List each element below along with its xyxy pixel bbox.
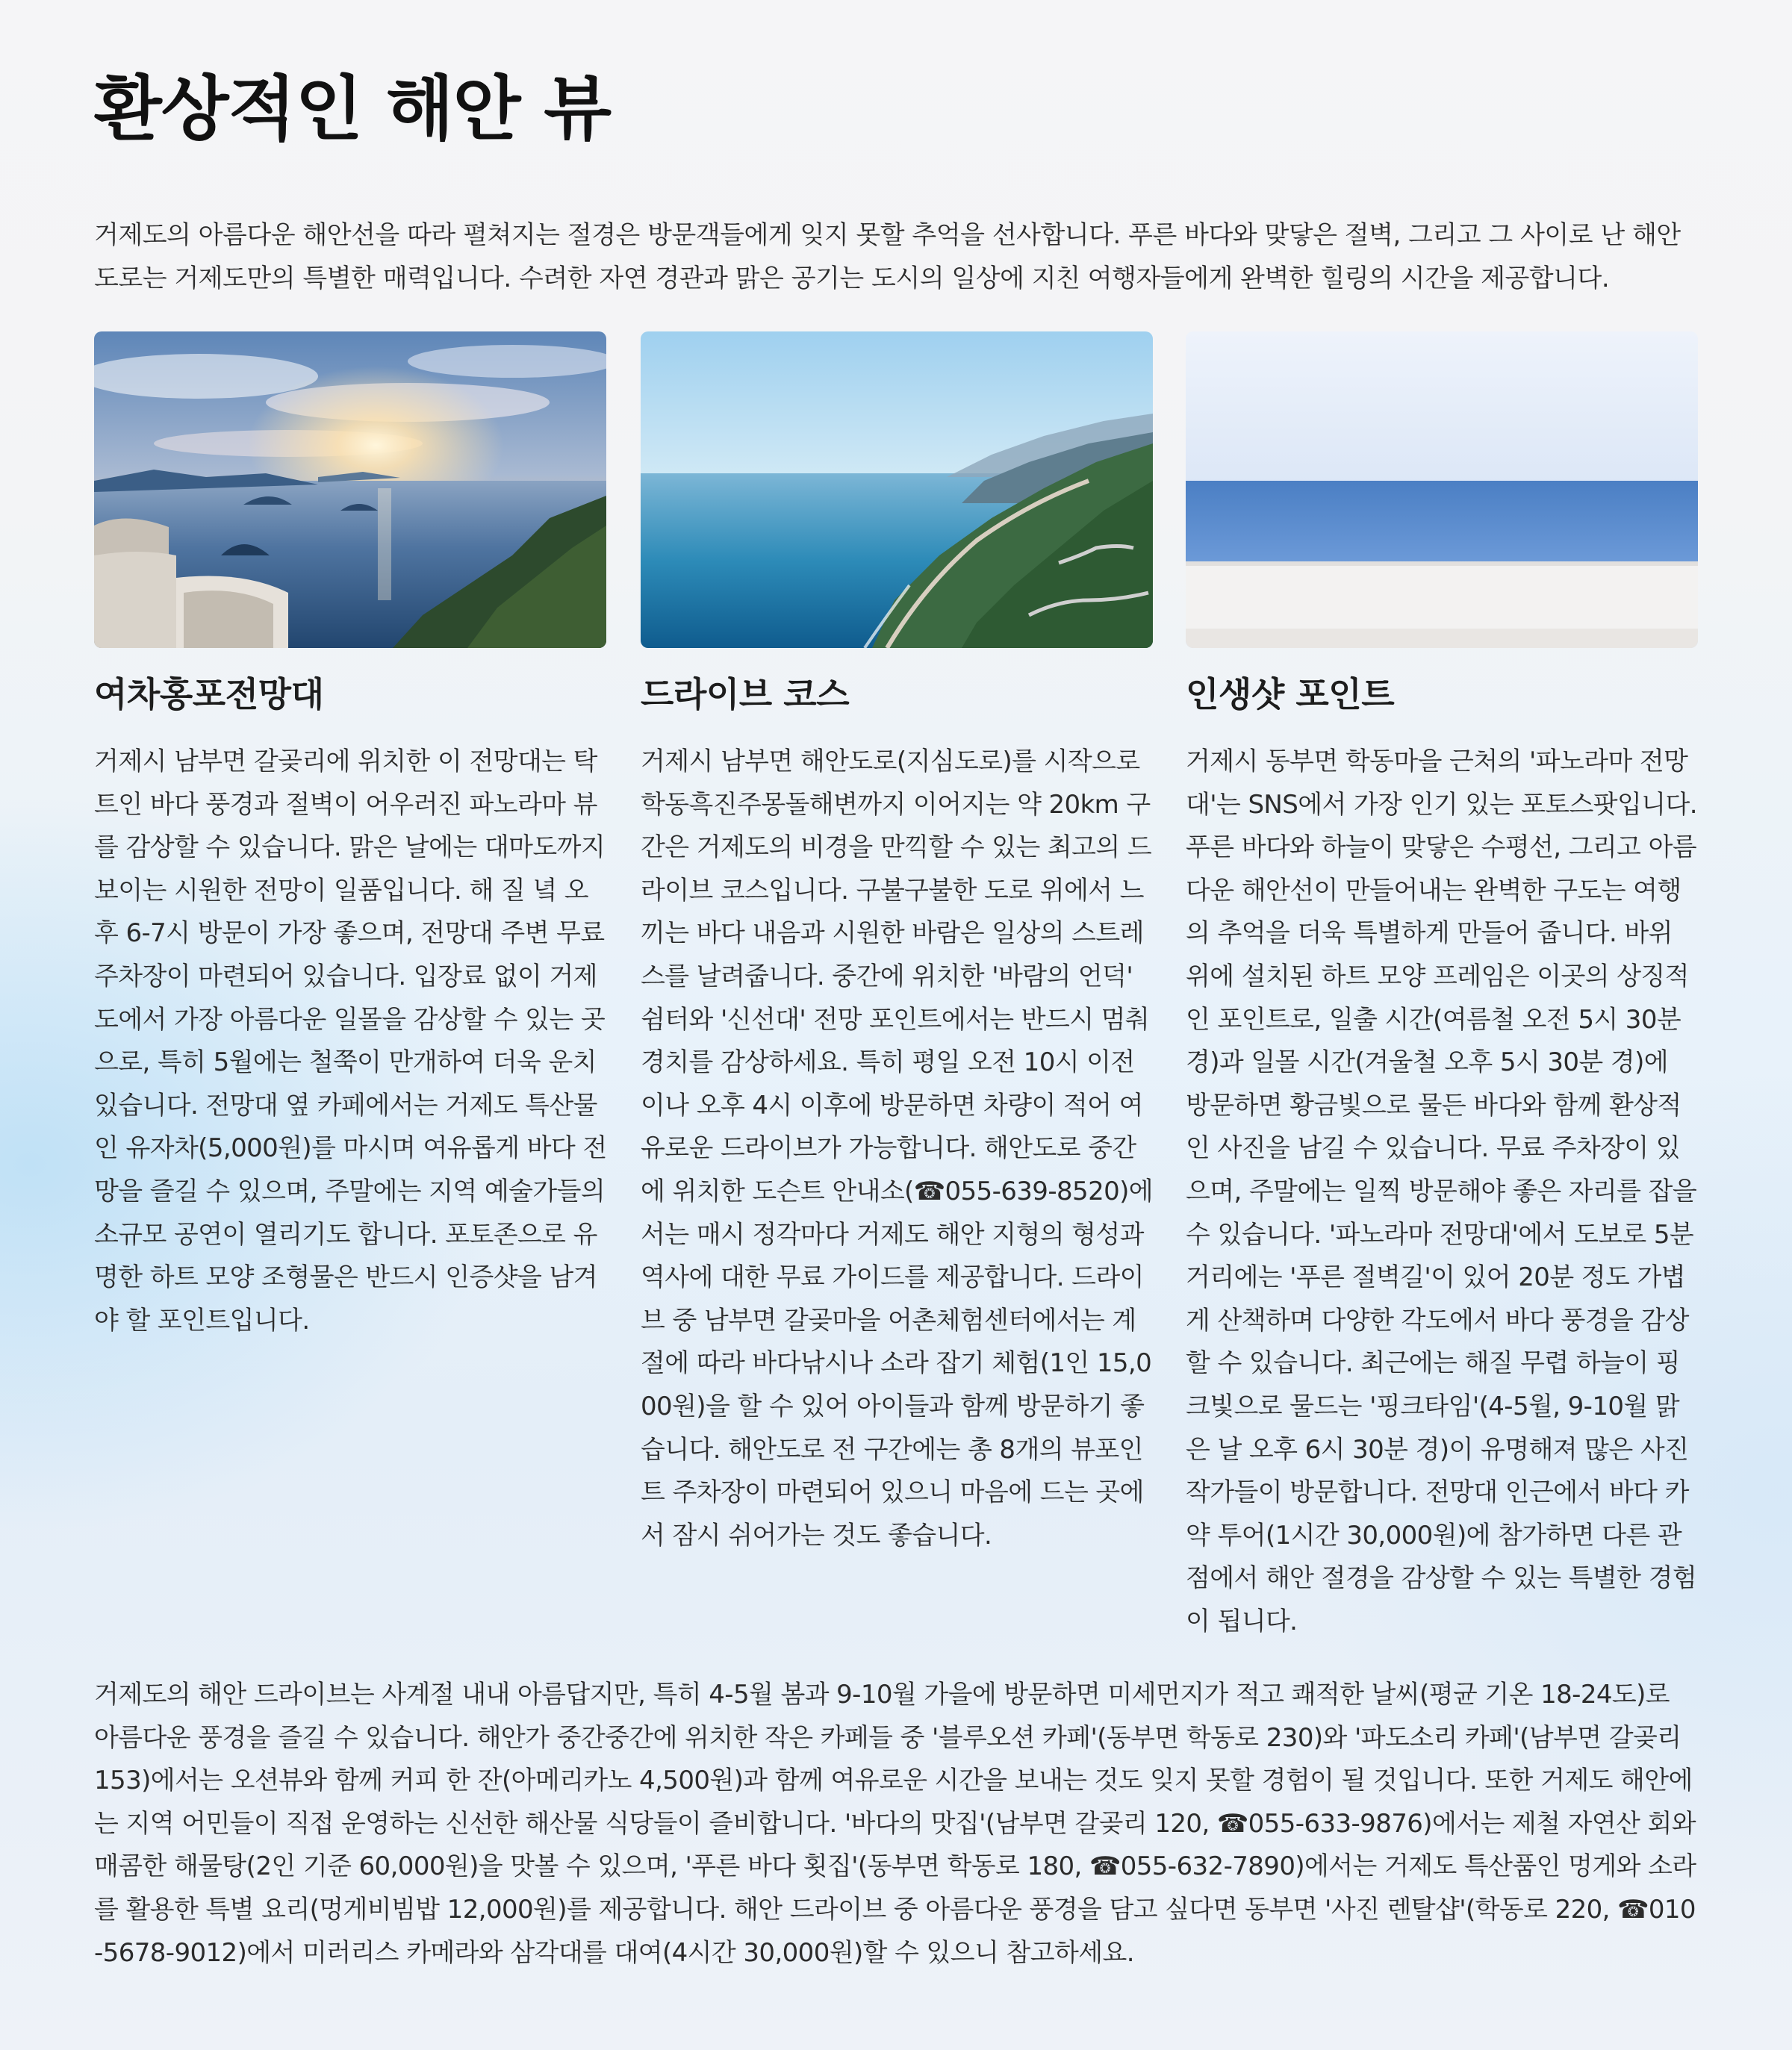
card-title: 인생샷 포인트 xyxy=(1186,674,1395,714)
ocean-horizon-terrace-photo xyxy=(1186,331,1698,648)
page-title: 환상적인 해안 뷰 xyxy=(94,69,612,150)
sunset-coastal-observatory-photo xyxy=(94,331,606,648)
card-title: 드라이브 코스 xyxy=(641,674,850,714)
card-drive-course xyxy=(641,331,1154,1551)
card-observatory xyxy=(94,331,608,1336)
closing-paragraph: 거제도의 해안 드라이브는 사계절 내내 아름답지만, 특히 4-5월 봄과 9-10월 가을에 방문하면 미세먼지가 적고 쾌적한 날씨(평균 기온 18-24도)로 아름다운 풍경을 즐길 수 있습니다. 해안가 중간중간에 위치한 작은 카페들 중 '블루오션 카페'(동부면 학동로 230)와 '파도소리 카페'(남부면 갈곶리 153)에서는 오션뷰와 함께 커피 한 잔(아메리카노 4,500원)과 함께 여유로운 시간을 보내는 것도 잊지 못할 경험이 될 것입니다. 또한 거제도 해안에는 지역 어민들이 직접 운영하는 신선한 해산물 식당들이 즐비합니다. '바다의 맛집'(남부면 갈곶리 120, ☎055-633-9876)에서는 제철 자연산 회와 매콤한 해물탕(2인 기준 60,000원)을 맛볼 수 있으며, '푸른 바다 횟집'(동부면 학동로 180, ☎055-632-7890)에서는 거제도 특산품인 멍게와 소라를 활용한 특별 요리(멍게비빔밥 12,000원)를 제공합니다. 해안 드라이브 중 아름다운 풍경을 담고 싶다면 동부면 '사진 렌탈샵'(학동로 220, ☎010-5678-9012)에서 미러리스 카메라와 삼각대를 대여(4시간 30,000원)할 수 있으니 참고하세요. xyxy=(94,1680,1696,1968)
card-photo-spot xyxy=(1186,331,1699,1636)
card-body: 거제시 남부면 해안도로(지심도로)를 시작으로 학동흑진주몽돌해변까지 이어지는 약 20km 구간은 거제도의 비경을 만끽할 수 있는 최고의 드라이브 코스입니다. 구불구불한 도로 위에서 느끼는 바다 내음과 시원한 바람은 일상의 스트레스를 날려줍니다. 중간에 위치한 '바람의 언덕' 쉼터와 '신선대' 전망 포인트에서는 반드시 멈춰 경치를 감상하세요. 특히 평일 오전 10시 이전이나 오후 4시 이후에 방문하면 차량이 적어 여유로운 드라이브가 가능합니다. 해안도로 중간에 위치한 도슨트 안내소(☎055-639-8520)에서는 매시 정각마다 거제도 해안 지형의 형성과 역사에 대한 무료 가이드를 제공합니다. 드라이브 중 남부면 갈곶마을 어촌체험센터에서는 계절에 따라 바다낚시나 소라 잡기 체험(1인 15,000원)을 할 수 있어 아이들과 함께 방문하기 좋습니다. 해안도로 전 구간에는 총 8개의 뷰포인트 주차장이 마련되어 있으니 마음에 드는 곳에서 잠시 쉬어가는 것도 좋습니다. xyxy=(641,747,1154,1551)
intro-paragraph: 거제도의 아름다운 해안선을 따라 펼쳐지는 절경은 방문객들에게 잊지 못할 추억을 선사합니다. 푸른 바다와 맞닿은 절벽, 그리고 그 사이로 난 해안도로는 거제도만의 특별한 매력입니다. 수려한 자연 경관과 맑은 공기는 도시의 일상에 지친 여행자들에게 완벽한 힐링의 시간을 제공합니다. xyxy=(94,220,1681,293)
card-title: 여차홍포전망대 xyxy=(94,674,324,714)
card-body: 거제시 동부면 학동마을 근처의 '파노라마 전망대'는 SNS에서 가장 인기 있는 포토스팟입니다. 푸른 바다와 하늘이 맞닿은 수평선, 그리고 아름다운 해안선이 만들어내는 완벽한 구도는 여행의 추억을 더욱 특별하게 만들어 줍니다. 바위 위에 설치된 하트 모양 프레임은 이곳의 상징적인 포인트로, 일출 시간(여름철 오전 5시 30분 경)과 일몰 시간(겨울철 오후 5시 30분 경)에 방문하면 황금빛으로 물든 바다와 함께 환상적인 사진을 남길 수 있습니다. 무료 주차장이 있으며, 주말에는 일찍 방문해야 좋은 자리를 잡을 수 있습니다. '파노라마 전망대'에서 도보로 5분 거리에는 '푸른 절벽길'이 있어 20분 정도 가볍게 산책하며 다양한 각도에서 바다 풍경을 감상할 수 있습니다. 최근에는 해질 무렵 하늘이 핑크빛으로 물드는 '핑크타임'(4-5월, 9-10월 맑은 날 오후 6시 30분 경)이 유명해져 많은 사진작가들이 방문합니다. 전망대 인근에서 바다 카약 투어(1시간 30,000원)에 참가하면 다른 관점에서 해안 절경을 감상할 수 있는 특별한 경험이 됩니다. xyxy=(1186,747,1697,1636)
card-body: 거제시 남부면 갈곶리에 위치한 이 전망대는 탁 트인 바다 풍경과 절벽이 어우러진 파노라마 뷰를 감상할 수 있습니다. 맑은 날에는 대마도까지 보이는 시원한 전망이 일품입니다. 해 질 녘 오후 6-7시 방문이 가장 좋으며, 전망대 주변 무료 주차장이 마련되어 있습니다. 입장료 없이 거제도에서 가장 아름다운 일몰을 감상할 수 있는 곳으로, 특히 5월에는 철쭉이 만개하여 더욱 운치 있습니다. 전망대 옆 카페에서는 거제도 특산물인 유자차(5,000원)를 마시며 여유롭게 바다 전망을 즐길 수 있으며, 주말에는 지역 예술가들의 소규모 공연이 열리기도 합니다. 포토존으로 유명한 하트 모양 조형물은 반드시 인증샷을 남겨야 할 포인트입니다. xyxy=(94,747,607,1336)
coastal-drive-road-photo xyxy=(641,331,1153,648)
